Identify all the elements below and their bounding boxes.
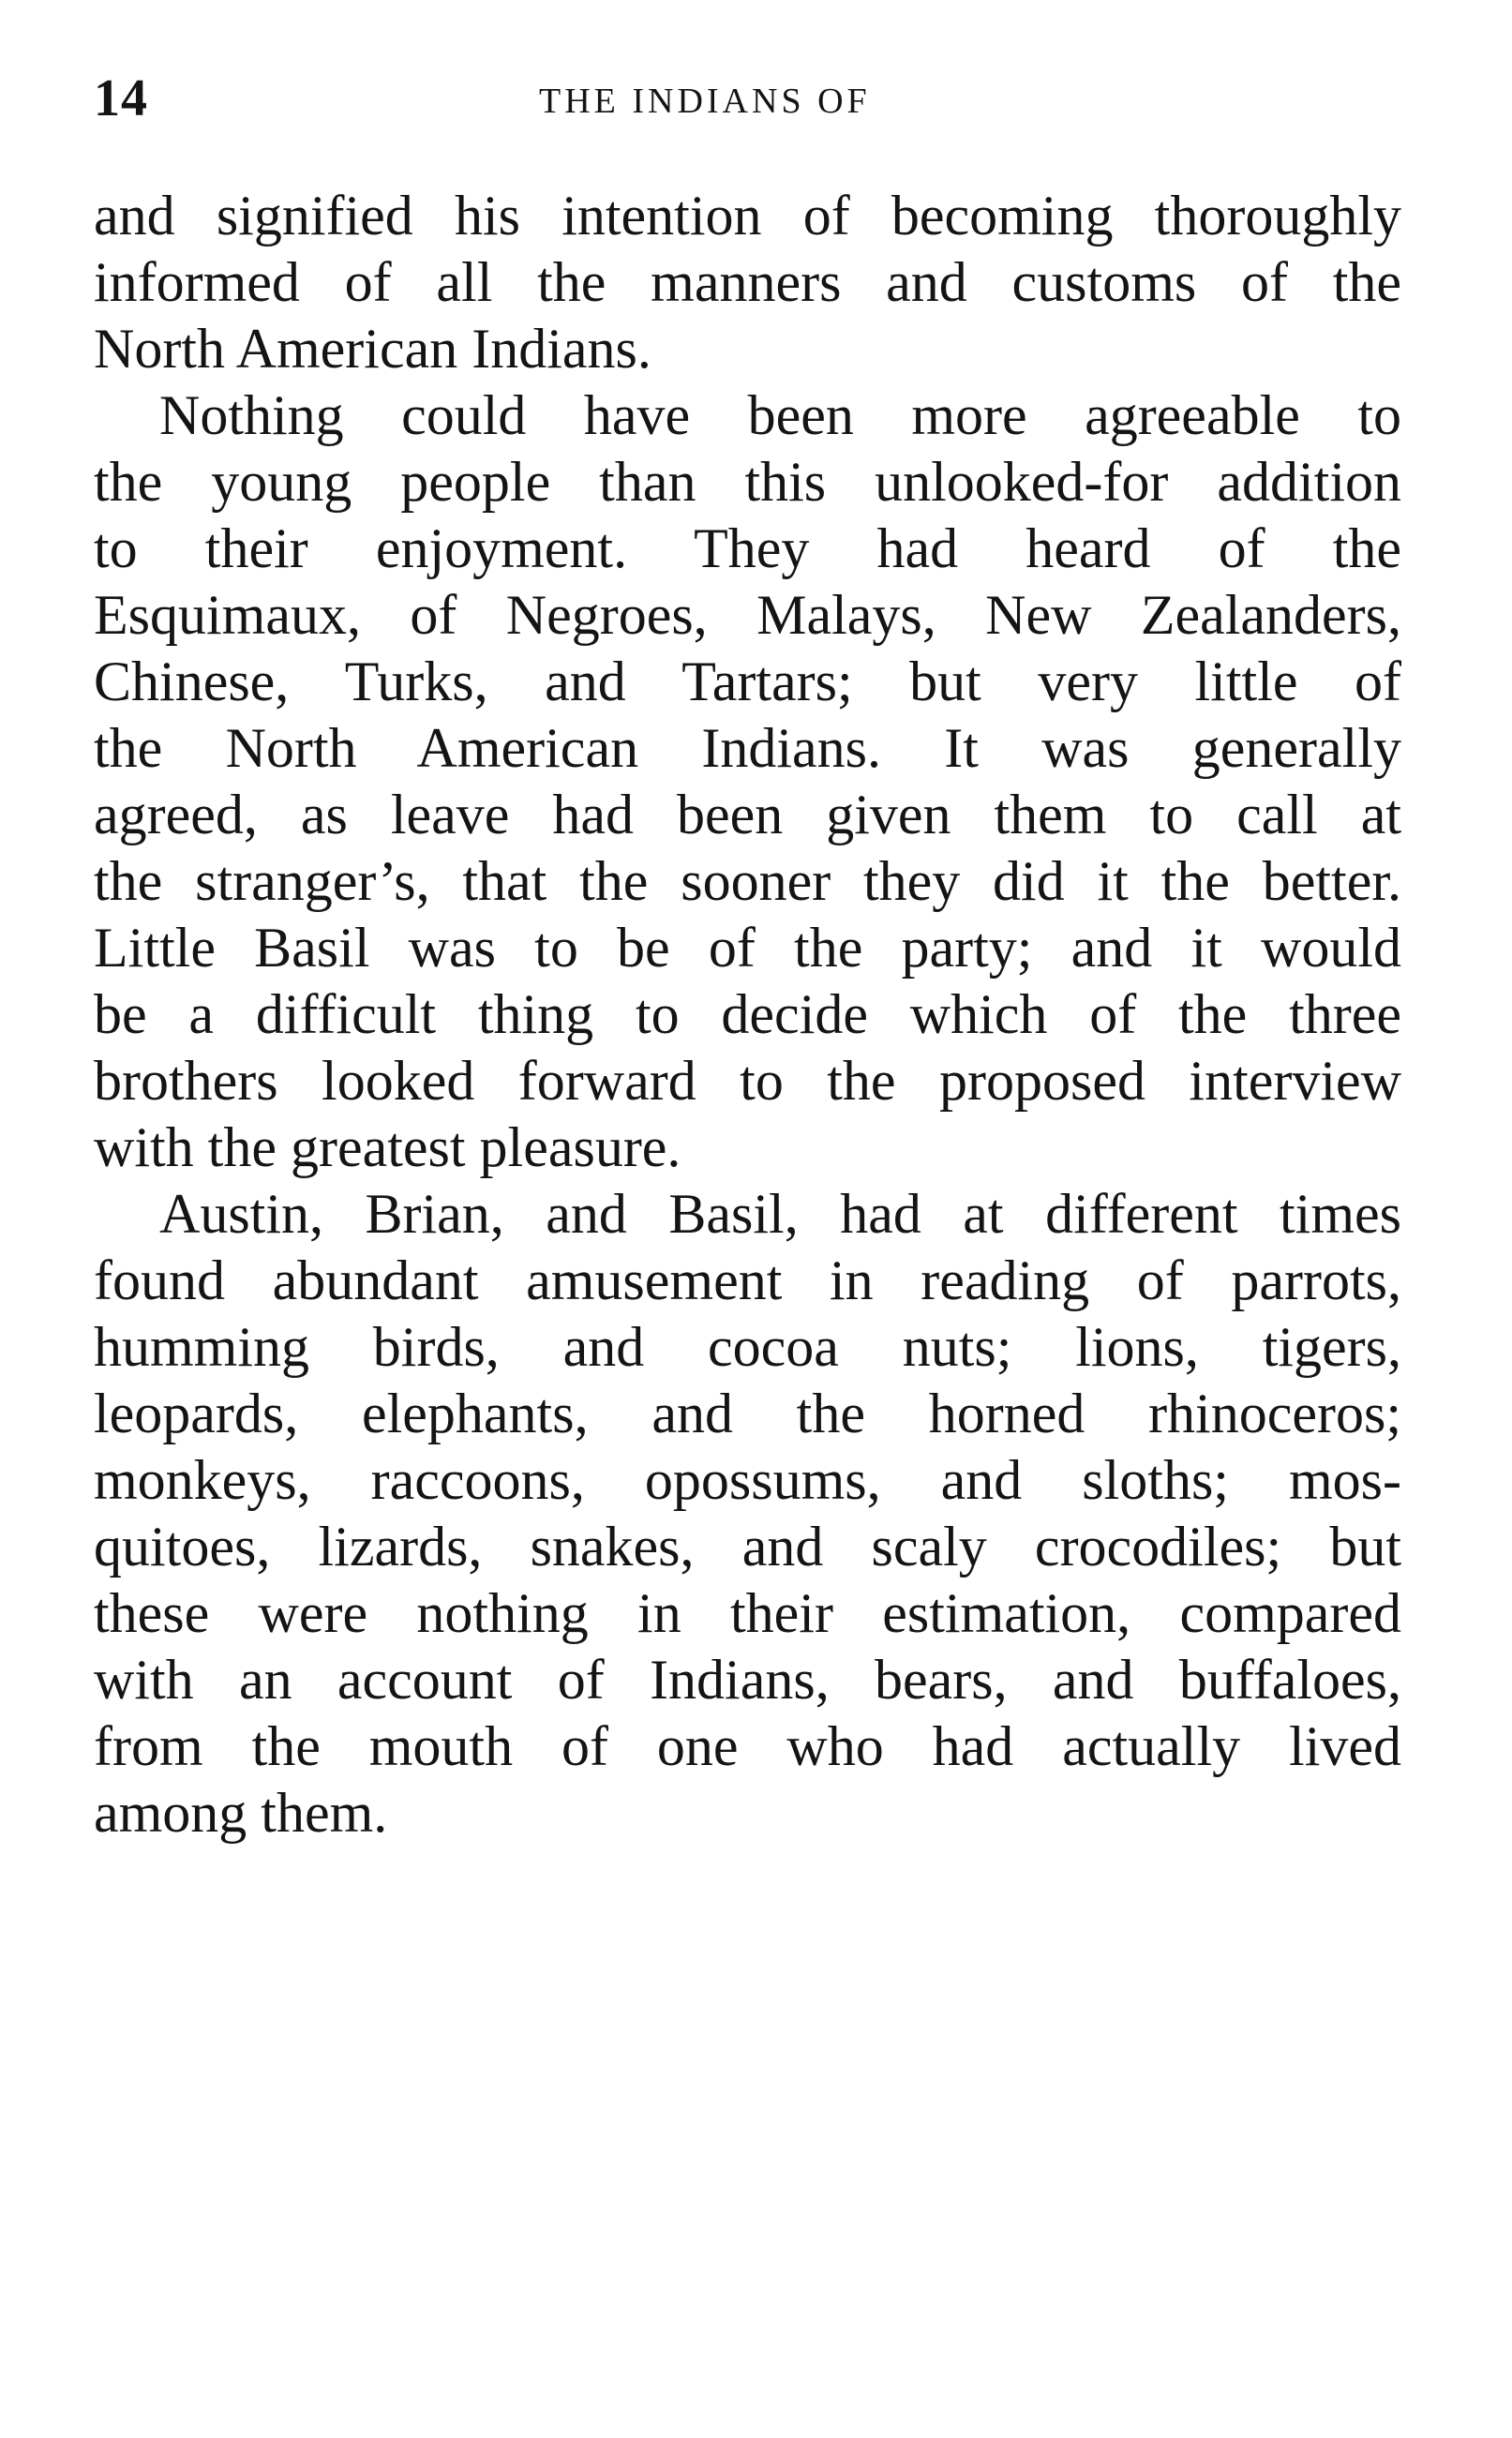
text-line: Little Basil was to be of the party; and it would [94, 917, 1401, 979]
text-line: found abundant amusement in reading of parrots, [94, 1249, 1401, 1311]
text-line: among them. [94, 1782, 388, 1844]
text-line: agreed, as leave had been given them to call at [94, 784, 1401, 845]
text-line: North American Indians. [94, 318, 651, 380]
text-line: the young people than this unlooked-for addition [94, 451, 1401, 513]
body-text [94, 183, 1401, 1847]
text-line: be a difficult thing to decide which of the three [94, 983, 1401, 1045]
text-line: the stranger’s, that the sooner they did it the better. [94, 850, 1401, 912]
text-line: leopards, elephants, and the horned rhinoceros; [94, 1383, 1401, 1444]
text-line: to their enjoyment. They had heard of the [94, 517, 1401, 579]
text-line: with the greatest pleasure. [94, 1116, 681, 1178]
text-line: quitoes, lizards, snakes, and scaly crocodiles; but [94, 1516, 1401, 1578]
text-line: Nothing could have been more agreeable to [159, 384, 1401, 446]
text-line: from the mouth of one who had actually lived [94, 1715, 1401, 1777]
text-line: brothers looked forward to the proposed interview [94, 1050, 1401, 1112]
text-line: Chinese, Turks, and Tartars; but very little of [94, 651, 1401, 712]
text-line: these were nothing in their estimation, compared [94, 1582, 1401, 1644]
running-head [94, 70, 1406, 127]
text-line: and signified his intention of becoming thoroughly [94, 185, 1401, 247]
text-line: Austin, Brian, and Basil, had at different times [159, 1183, 1401, 1245]
text-line: with an account of Indians, bears, and buffaloes, [94, 1649, 1401, 1711]
text-line: informed of all the manners and customs of the [94, 251, 1401, 313]
text-line: humming birds, and cocoa nuts; lions, tigers, [94, 1316, 1401, 1378]
running-title: THE INDIANS OF [539, 82, 871, 121]
text-line: the North American Indians. It was generally [94, 717, 1401, 779]
text-line: monkeys, raccoons, opossums, and sloths; mos- [94, 1449, 1401, 1511]
text-line: Esquimaux, of Negroes, Malays, New Zealanders, [94, 584, 1401, 646]
page-number: 14 [94, 69, 148, 127]
